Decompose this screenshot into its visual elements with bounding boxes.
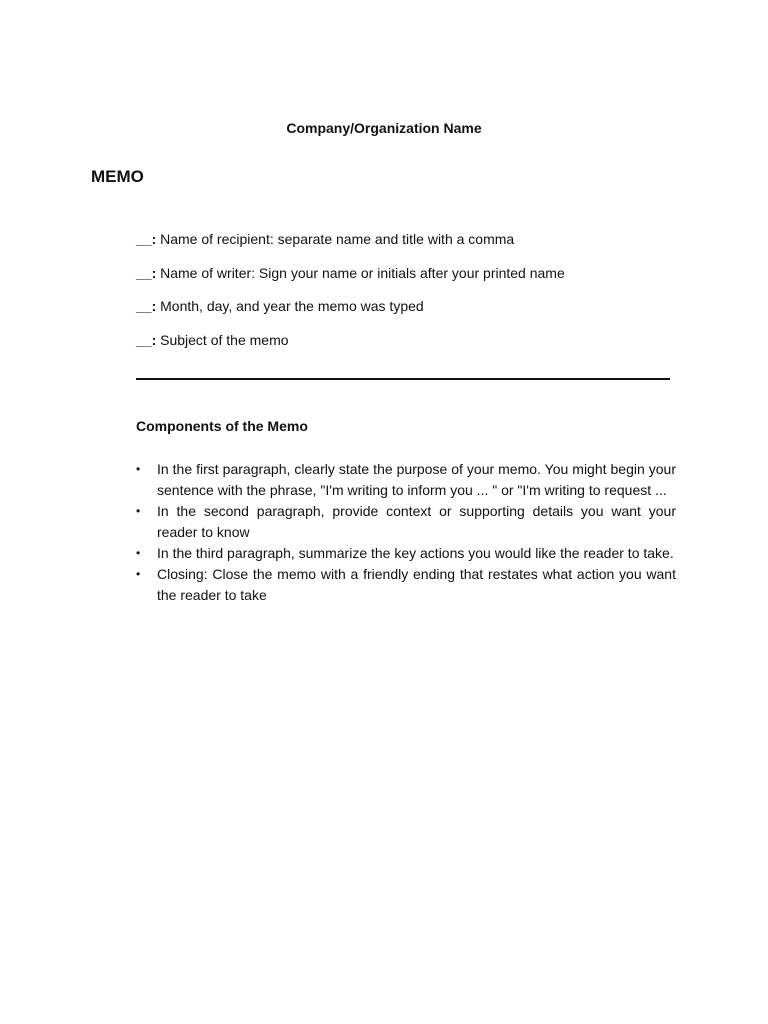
field-text: Subject of the memo — [160, 331, 289, 348]
field-text: Month, day, and year the memo was typed — [160, 298, 424, 314]
list-item — [136, 501, 676, 543]
bullet-icon: • — [136, 567, 141, 581]
components-list — [136, 459, 676, 606]
bullet-icon: • — [136, 504, 141, 518]
list-item — [136, 564, 676, 606]
memo-header-fields — [136, 230, 696, 364]
list-item-text: In the third paragraph, summarize the key actions you would like the reader to take. — [157, 545, 674, 561]
list-item-text: In the second paragraph, provide context or supporting details you want your reader to know — [157, 503, 676, 540]
field-date — [136, 297, 696, 331]
field-prefix: __: — [136, 298, 157, 314]
list-item-text: Closing: Close the memo with a friendly ending that restates what action you want the reader to take — [157, 566, 676, 603]
bullet-icon: • — [136, 546, 141, 560]
components-heading: Components of the Memo — [136, 418, 308, 434]
field-text: Name of writer: Sign your name or initials after your printed name — [160, 264, 565, 281]
field-prefix: __: — [136, 231, 157, 247]
memo-title: MEMO — [91, 167, 144, 186]
list-item-text: In the first paragraph, clearly state the purpose of your memo. You might begin your sentence with the phrase, "I'm writing to inform you ... " or "I'm writing to request ... — [157, 461, 676, 498]
header-divider — [136, 378, 670, 380]
list-item — [136, 543, 676, 564]
bullet-icon: • — [136, 462, 141, 476]
organization-name: Company/Organization Name — [286, 120, 482, 136]
list-item — [136, 459, 676, 501]
field-text: Name of recipient: separate name and title with a comma — [160, 231, 515, 247]
field-subject — [136, 331, 696, 365]
field-prefix: __: — [136, 331, 157, 348]
field-recipient — [136, 230, 696, 264]
field-writer — [136, 264, 696, 298]
field-prefix: __: — [136, 264, 157, 281]
